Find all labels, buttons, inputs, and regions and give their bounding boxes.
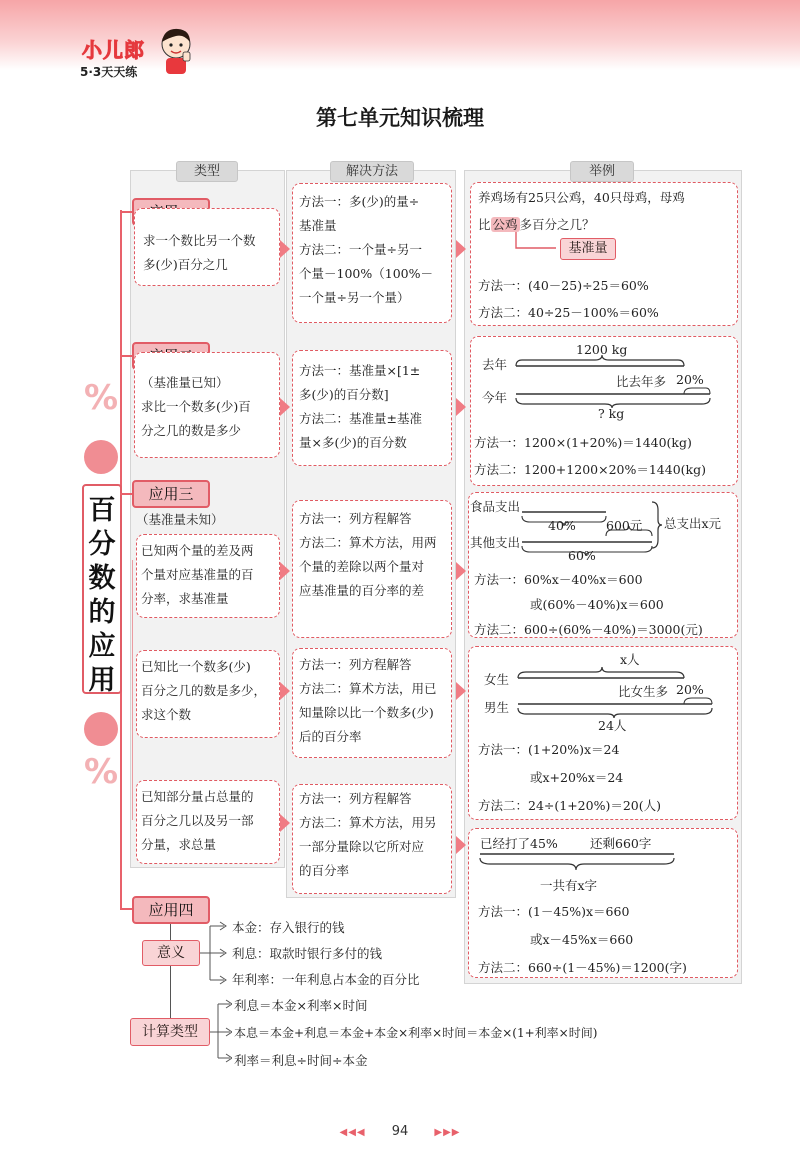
calc-bracket (210, 996, 232, 1066)
app2-example-more: 比去年多 (616, 374, 667, 389)
app1-method-line3: 方法二：一个量÷另一 (299, 242, 422, 257)
app3b-example-method2: 方法二：24÷(1+20%)＝20(人) (478, 798, 662, 813)
app3a-example-method1: 方法一：60%x－40%x＝600 (474, 572, 643, 587)
app1-type-card (134, 208, 280, 286)
app2-example-pct: 20% (676, 372, 704, 387)
meaning-bracket (200, 918, 228, 986)
app3c-method-line4: 的百分率 (299, 863, 350, 878)
app1-type-line2: 多(少)百分之几 (143, 257, 228, 272)
app3a-method-card (292, 500, 452, 638)
app3b-type-line3: 求这个数 (141, 707, 192, 722)
app2-example-method2: 方法二：1200+1200×20%＝1440(kg) (474, 462, 706, 477)
app3a-type-line1: 已知两个量的差及两 (141, 543, 254, 558)
app3b-example-boy: 男生 (484, 700, 510, 715)
app3b-example-more: 比女生多 (618, 684, 669, 699)
app1-question-line1: 养鸡场有25只公鸡，40只母鸡，母鸡 (478, 190, 685, 205)
app3b-example-pct: 20% (676, 682, 704, 697)
app1-example-method1: 方法一：(40－25)÷25＝60% (478, 278, 649, 293)
app4-label: 应用四 (132, 896, 210, 924)
page-number: 94 (391, 1124, 409, 1139)
app3a-type-line3: 分率，求基准量 (141, 591, 229, 606)
app1-method-line5: 一个量÷另一个量） (299, 290, 410, 305)
app3b-example-girl: 女生 (484, 672, 510, 687)
app3c-type-line3: 分量，求总量 (141, 837, 217, 852)
app2-example-lastyear: 去年 (482, 357, 508, 372)
app3a-example-total: 总支出x元 (664, 516, 722, 531)
branch-3 (120, 493, 132, 495)
app1-method-line2: 基准量 (299, 218, 337, 233)
app3a-method-line4: 应基准量的百分率的差 (299, 583, 425, 598)
subject-text: 百分数的应用 (88, 495, 116, 696)
app3c-type-line2: 百分之几以及另一部 (141, 813, 254, 828)
app3a-type-line2: 个量对应基准量的百 (141, 567, 254, 582)
app2-method-line1: 方法一：基准量×[1± (299, 363, 421, 378)
app1-type-line1: 求一个数比另一个数 (143, 233, 256, 248)
page-footer (0, 1124, 800, 1139)
method-header: 解决方法 (330, 161, 414, 182)
app3a-example-method2: 方法二：600÷(60%－40%)＝3000(元) (474, 622, 703, 637)
app3a-type-card (136, 534, 280, 618)
app2-example-method1: 方法一：1200×(1+20%)＝1440(kg) (474, 435, 692, 450)
app1-highlight-base: 公鸡 (492, 217, 518, 232)
meaning-label: 意义 (142, 940, 200, 966)
app3a-example-food: 食品支出 (470, 499, 521, 514)
app2-method-line3: 方法二：基准量±基准 (299, 411, 422, 426)
app3a-example-60: 60% (568, 548, 596, 563)
app3b-type-line2: 百分之几的数是多少， (141, 683, 267, 698)
app3b-example-24: 24人 (598, 718, 627, 733)
app3-label: 应用三 (132, 480, 210, 508)
arrow-right-icon (280, 240, 290, 258)
app3-subline (132, 560, 133, 820)
branch-2 (120, 355, 132, 357)
app3c-method-card (292, 784, 452, 894)
arrow-right-icon (456, 562, 466, 580)
percent-decor-bottom: % (84, 752, 119, 792)
app3b-method-card (292, 648, 452, 758)
arrow-right-icon (456, 398, 466, 416)
percent-decor-top: % (84, 378, 119, 418)
calc-total: 本息＝本金+利息＝本金+本金×利率×时间＝本金×(1+利率×时间) (234, 1026, 598, 1040)
page-title: 第七单元知识梳理 (316, 106, 484, 130)
app3c-type-line1: 已知部分量占总量的 (141, 789, 254, 804)
dot-decor-top (84, 440, 118, 474)
app3b-example-method1b: 或x+20%x＝24 (530, 770, 624, 785)
app2-method-card (292, 350, 452, 466)
app3a-example-other: 其他支出 (470, 535, 521, 550)
arrow-right-icon (280, 814, 290, 832)
app3a-example-600: 600元 (606, 518, 643, 533)
branch-1 (120, 211, 132, 213)
meaning-rate: 年利率：一年利息占本金的百分比 (232, 972, 420, 987)
app2-type-line3: 分之几的数是多少 (141, 423, 242, 438)
meaning-interest: 利息：取款时银行多付的钱 (232, 946, 383, 961)
arrow-right-icon (456, 240, 466, 258)
app2-method-line2: 多(少)的百分数] (299, 387, 389, 402)
app3a-example-40: 40% (548, 518, 576, 533)
app2-example-q: ? kg (598, 406, 625, 421)
app3c-example-typed: 已经打了45% (480, 836, 558, 851)
next-arrows-icon: ▶▶▶ (434, 1127, 461, 1138)
app2-type-line2: 求比一个数多(少)百 (141, 399, 251, 414)
app3b-method-line4: 后的百分率 (299, 729, 362, 744)
app3-condition: （基准量未知） (136, 512, 224, 527)
app2-example-thisyear: 今年 (482, 390, 508, 405)
app3c-example-total: 一共有x字 (540, 878, 598, 893)
app4-trunk (170, 924, 171, 1018)
arrow-right-icon (456, 836, 466, 854)
app3b-method-line1: 方法一：列方程解答 (299, 657, 412, 672)
app1-method-card (292, 183, 452, 323)
app3a-method-line1: 方法一：列方程解答 (299, 511, 412, 526)
app3c-example-left: 还剩660字 (590, 836, 652, 851)
app3c-bar-diagram (478, 848, 678, 876)
app3c-example-method1b: 或x－45%x＝660 (530, 932, 634, 947)
app3c-type-card (136, 780, 280, 864)
brand-logo: 小儿郎 (82, 38, 145, 62)
app3a-total-brace (650, 500, 662, 550)
app3c-example-method1: 方法一：(1－45%)x＝660 (478, 904, 630, 919)
calc-rate: 利率＝利息÷时间÷本金 (234, 1053, 368, 1068)
app1-example-method2: 方法二：40÷25－100%＝60% (478, 305, 659, 320)
arrow-right-icon (280, 562, 290, 580)
app1-question-line2: 比 公鸡 多百分之几？ (478, 217, 595, 232)
app3c-method-line3: 一部分量除以它所对应 (299, 839, 425, 854)
app3b-method-line3: 知量除以比一个数多(少) (299, 705, 434, 720)
app3c-method-line1: 方法一：列方程解答 (299, 791, 412, 806)
pointer-arrow-icon (510, 230, 560, 254)
app3b-type-line1: 已知比一个数多(少) (141, 659, 251, 674)
app3a-method-line3: 个量的差除以两个量对 (299, 559, 425, 574)
dot-decor-bottom (84, 712, 118, 746)
app3c-example-method2: 方法二：660÷(1－45%)＝1200(字) (478, 960, 687, 975)
example-header: 举例 (570, 161, 634, 182)
app3b-example-x: x人 (620, 652, 640, 667)
calc-interest: 利息＝本金×利率×时间 (234, 998, 368, 1013)
arrow-right-icon (280, 398, 290, 416)
app3b-method-line2: 方法二：算术方法，用已 (299, 681, 437, 696)
branch-4 (120, 908, 132, 910)
app2-type-card (134, 352, 280, 458)
app3c-method-line2: 方法二：算术方法，用另 (299, 815, 437, 830)
app2-type-line1: （基准量已知） (141, 375, 229, 390)
arrow-right-icon (280, 682, 290, 700)
app1-base-note: 基准量 (560, 238, 616, 260)
prev-arrows-icon: ◀◀◀ (339, 1127, 366, 1138)
subject-title (82, 484, 122, 694)
app2-method-line4: 量×多(少)的百分数 (299, 435, 407, 450)
app1-method-line4: 个量－100%（100%－ (299, 266, 433, 281)
series-name: 5·3天天练 (80, 65, 138, 79)
app3b-type-card (136, 650, 280, 738)
app3b-example-method1: 方法一：(1+20%)x＝24 (478, 742, 620, 757)
mascot-icon (158, 26, 194, 76)
calc-label: 计算类型 (130, 1018, 210, 1046)
arrow-right-icon (456, 682, 466, 700)
app3a-example-method1b: 或(60%－40%)x＝600 (530, 597, 664, 612)
meaning-principal: 本金：存入银行的钱 (232, 920, 345, 935)
type-header: 类型 (176, 161, 238, 182)
app3a-method-line2: 方法二：算术方法，用两 (299, 535, 437, 550)
app1-method-line1: 方法一：多(少)的量÷ (299, 194, 420, 209)
app2-example-top: 1200 kg (576, 342, 628, 357)
